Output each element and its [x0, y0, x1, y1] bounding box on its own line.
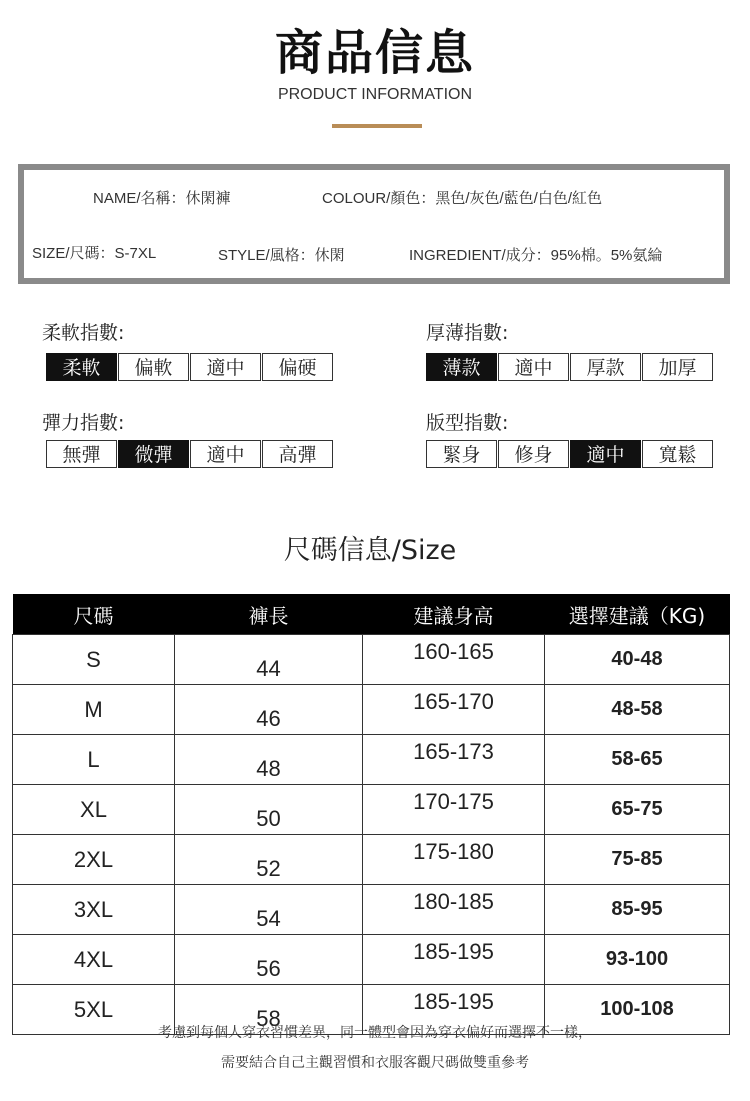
cell-weight: 75-85	[545, 835, 730, 885]
cell-size: XL	[13, 785, 175, 835]
header-length: 褲長	[175, 594, 363, 635]
cell-height: 180-185	[363, 885, 545, 935]
cell-length: 52	[175, 835, 363, 885]
header-height: 建議身高	[363, 594, 545, 635]
thickness-label: 厚薄指數:	[426, 322, 509, 344]
cell-height: 170-175	[363, 785, 545, 835]
cell-weight: 100-108	[545, 985, 730, 1035]
cell-weight: 65-75	[545, 785, 730, 835]
note-line-1: 考慮到每個人穿衣習慣差異，同一體型會因為穿衣偏好而選擇不一樣，	[158, 1025, 592, 1041]
cell-length: 46	[175, 685, 363, 735]
cell-size: L	[13, 735, 175, 785]
cell-height: 185-195	[363, 985, 545, 1035]
cell-size: 2XL	[13, 835, 175, 885]
cell-length: 54	[175, 885, 363, 935]
table-row	[13, 785, 730, 835]
thickness-option: 厚款	[570, 353, 641, 381]
cell-height: 165-173	[363, 735, 545, 785]
cell-length: 48	[175, 735, 363, 785]
table-row	[13, 735, 730, 785]
table-row	[13, 885, 730, 935]
softness-option: 偏硬	[262, 353, 333, 381]
fit-label: 版型指數:	[426, 412, 509, 434]
fit-option: 寬鬆	[642, 440, 713, 468]
header-weight: 選擇建議（KG)	[545, 594, 730, 635]
elasticity-option: 適中	[190, 440, 261, 468]
size-table-header	[13, 594, 730, 635]
table-row	[13, 935, 730, 985]
header-size: 尺碼	[13, 594, 175, 635]
cell-length: 58	[175, 985, 363, 1035]
elasticity-label: 彈力指數:	[42, 412, 125, 434]
info-ingredient: INGREDIENT/成分：95%棉。5%氨綸	[409, 247, 663, 264]
table-row	[13, 685, 730, 735]
cell-length: 44	[175, 635, 363, 685]
cell-size: M	[13, 685, 175, 735]
softness-option: 柔軟	[46, 353, 117, 381]
cell-weight: 93-100	[545, 935, 730, 985]
cell-height: 175-180	[363, 835, 545, 885]
cell-weight: 85-95	[545, 885, 730, 935]
cell-size: 5XL	[13, 985, 175, 1035]
info-style: STYLE/風格：休閑	[218, 247, 345, 264]
note-line-2: 需要結合自己主觀習慣和衣服客觀尺碼做雙重參考	[221, 1055, 529, 1071]
table-row	[13, 635, 730, 685]
cell-weight: 58-65	[545, 735, 730, 785]
softness-option: 適中	[190, 353, 261, 381]
fit-option: 緊身	[426, 440, 497, 468]
fit-option: 修身	[498, 440, 569, 468]
page-title: 商品信息	[274, 25, 475, 81]
cell-size: 4XL	[13, 935, 175, 985]
softness-option: 偏軟	[118, 353, 189, 381]
table-row	[13, 835, 730, 885]
size-section-title: 尺碼信息/Size	[283, 535, 457, 566]
cell-weight: 48-58	[545, 685, 730, 735]
cell-length: 50	[175, 785, 363, 835]
info-name: NAME/名稱：休閑褲	[93, 190, 231, 207]
page-subtitle: PRODUCT INFORMATION	[277, 86, 473, 103]
info-colour: COLOUR/顏色：黑色/灰色/藍色/白色/紅色	[322, 190, 603, 207]
thickness-option: 薄款	[426, 353, 497, 381]
cell-height: 160-165	[363, 635, 545, 685]
elasticity-option: 無彈	[46, 440, 117, 468]
cell-size: S	[13, 635, 175, 685]
accent-divider	[332, 124, 422, 128]
info-size: SIZE/尺碼：S-7XL	[32, 245, 157, 262]
elasticity-option: 高彈	[262, 440, 333, 468]
cell-weight: 40-48	[545, 635, 730, 685]
cell-length: 56	[175, 935, 363, 985]
cell-size: 3XL	[13, 885, 175, 935]
thickness-option: 適中	[498, 353, 569, 381]
elasticity-option: 微彈	[118, 440, 189, 468]
cell-height: 185-195	[363, 935, 545, 985]
cell-height: 165-170	[363, 685, 545, 735]
thickness-option: 加厚	[642, 353, 713, 381]
softness-label: 柔軟指數:	[42, 322, 125, 344]
product-info-box	[18, 164, 730, 284]
fit-option: 適中	[570, 440, 641, 468]
size-table	[12, 594, 730, 1035]
